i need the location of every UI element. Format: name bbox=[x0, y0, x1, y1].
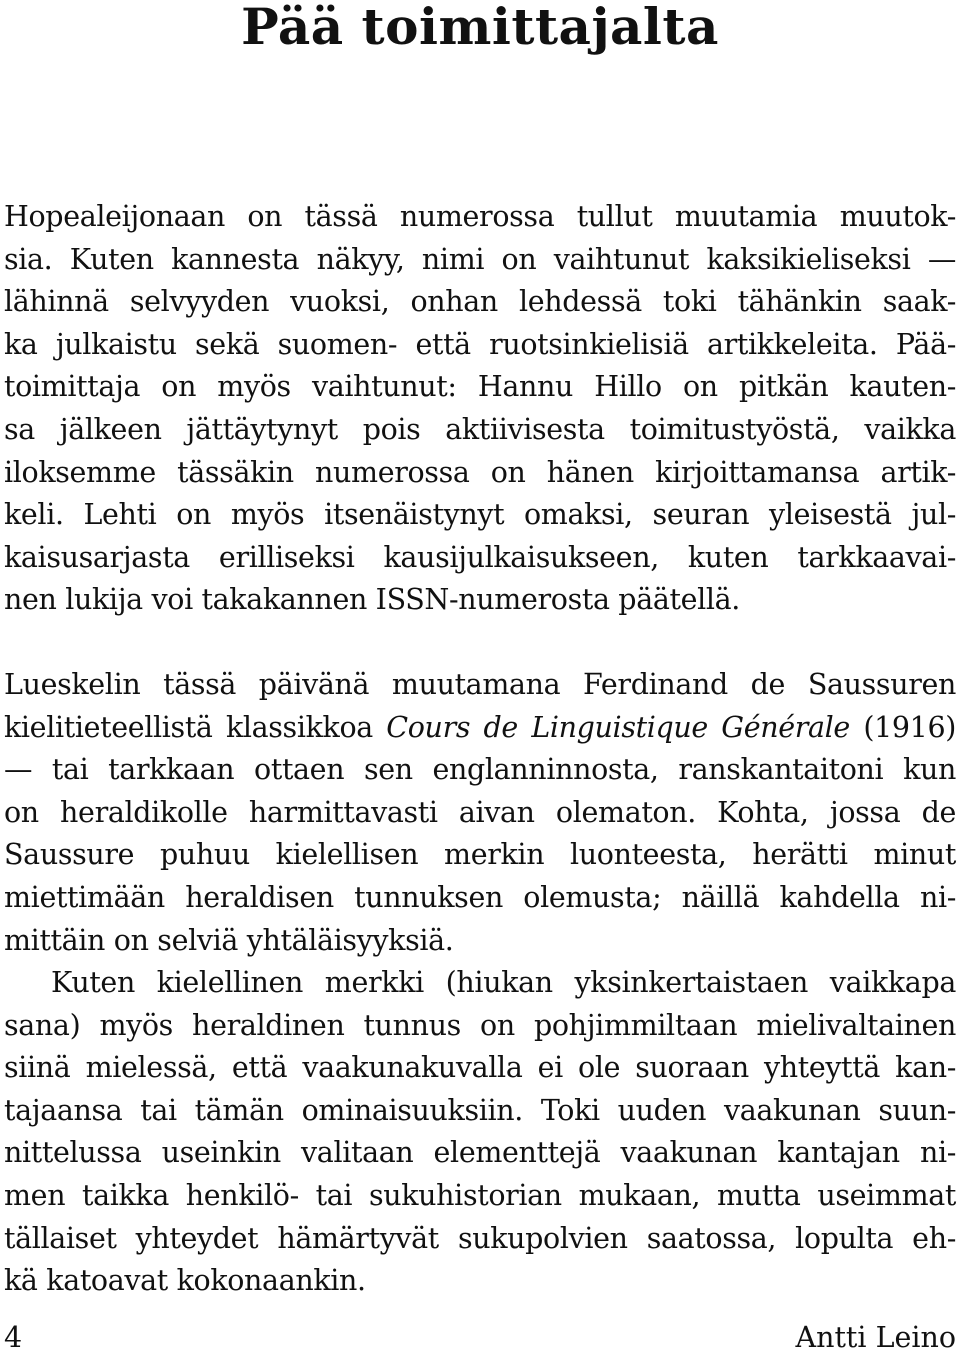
text-line: iloksemme tässäkin numerossa on hänen kirjoittamansa artik- bbox=[4, 455, 956, 489]
paragraph-2 bbox=[4, 664, 956, 962]
text-line: on heraldikolle harmittavasti aivan olematon. Kohta, jossa de bbox=[4, 795, 956, 829]
text-line: toimittaja on myös vaihtunut: Hannu Hillo on pitkän kauten- bbox=[4, 370, 956, 404]
text-line: kaisusarjasta erilliseksi kausijulkaisukseen, kuten tarkkaavai- bbox=[4, 540, 956, 574]
text-line: sia. Kuten kannesta näkyy, nimi on vaihtunut kaksikieliseksi — bbox=[4, 242, 956, 276]
text-line: Lueskelin tässä päivänä muutamana Ferdinand de Saussuren bbox=[4, 667, 956, 701]
page-footer bbox=[4, 1318, 956, 1358]
text-line: sa jälkeen jättäytynyt pois aktiivisesta toimitustyöstä, vaikka bbox=[4, 412, 956, 446]
text-line: Kuten kielellinen merkki (hiukan yksinkertaistaen vaikkapa bbox=[51, 966, 956, 1000]
text-line: lähinnä selvyyden vuoksi, onhan lehdessä toki tähänkin saak- bbox=[4, 285, 956, 319]
text-line: Hopealeijonaan on tässä numerossa tullut muutamia muutok- bbox=[4, 200, 956, 233]
text-fragment: kielitieteellistä klassikkoa bbox=[4, 710, 387, 744]
article-body bbox=[4, 196, 956, 1303]
text-line: — tai tarkkaan ottaen sen englanninnosta, ranskantaitoni kun bbox=[4, 753, 956, 787]
text-line: mittäin on selviä yhtäläisyyksiä. bbox=[4, 923, 454, 957]
text-line: Saussure puhuu kielellisen merkin luonteesta, herätti minut bbox=[4, 838, 956, 872]
text-line: ka julkaistu sekä suomen- että ruotsinkielisiä artikkeleita. Pää- bbox=[4, 327, 956, 361]
paragraph-3 bbox=[4, 962, 956, 1303]
text-line: keli. Lehti on myös itsenäistynyt omaksi, seuran yleisestä jul- bbox=[4, 498, 956, 532]
text-line: nittelussa useinkin valitaan elementtejä vaakunan kantajan ni- bbox=[4, 1136, 956, 1170]
book-title: Cours de Linguistique Générale bbox=[386, 710, 850, 744]
text-line-with-title bbox=[4, 707, 956, 750]
text-line: sana) myös heraldinen tunnus on pohjimmiltaan mielivaltainen bbox=[4, 1008, 956, 1042]
text-line: kä katoavat kokonaankin. bbox=[4, 1264, 366, 1298]
text-line: men taikka henkilö- tai sukuhistorian mukaan, mutta useimmat bbox=[4, 1179, 956, 1213]
text-line: miettimään heraldisen tunnuksen olemusta; näillä kahdella ni- bbox=[4, 880, 956, 914]
page-title: Pää toimittajalta bbox=[241, 0, 719, 56]
text-line: siinä mielessä, että vaakunakuvalla ei ole suoraan yhteyttä kan- bbox=[4, 1051, 956, 1085]
text-line: nen lukija voi takakannen ISSN-numerosta päätellä. bbox=[4, 583, 740, 617]
text-line: tajaansa tai tämän ominaisuuksiin. Toki uuden vaakunan suun- bbox=[4, 1093, 956, 1127]
page-number: 4 bbox=[4, 1321, 23, 1354]
text-fragment: (1916) bbox=[849, 710, 956, 744]
text-line: tällaiset yhteydet hämärtyvät sukupolvien saatossa, lopulta eh- bbox=[4, 1221, 956, 1255]
author-name: Antti Leino bbox=[795, 1321, 956, 1354]
paragraph-1 bbox=[4, 196, 956, 622]
